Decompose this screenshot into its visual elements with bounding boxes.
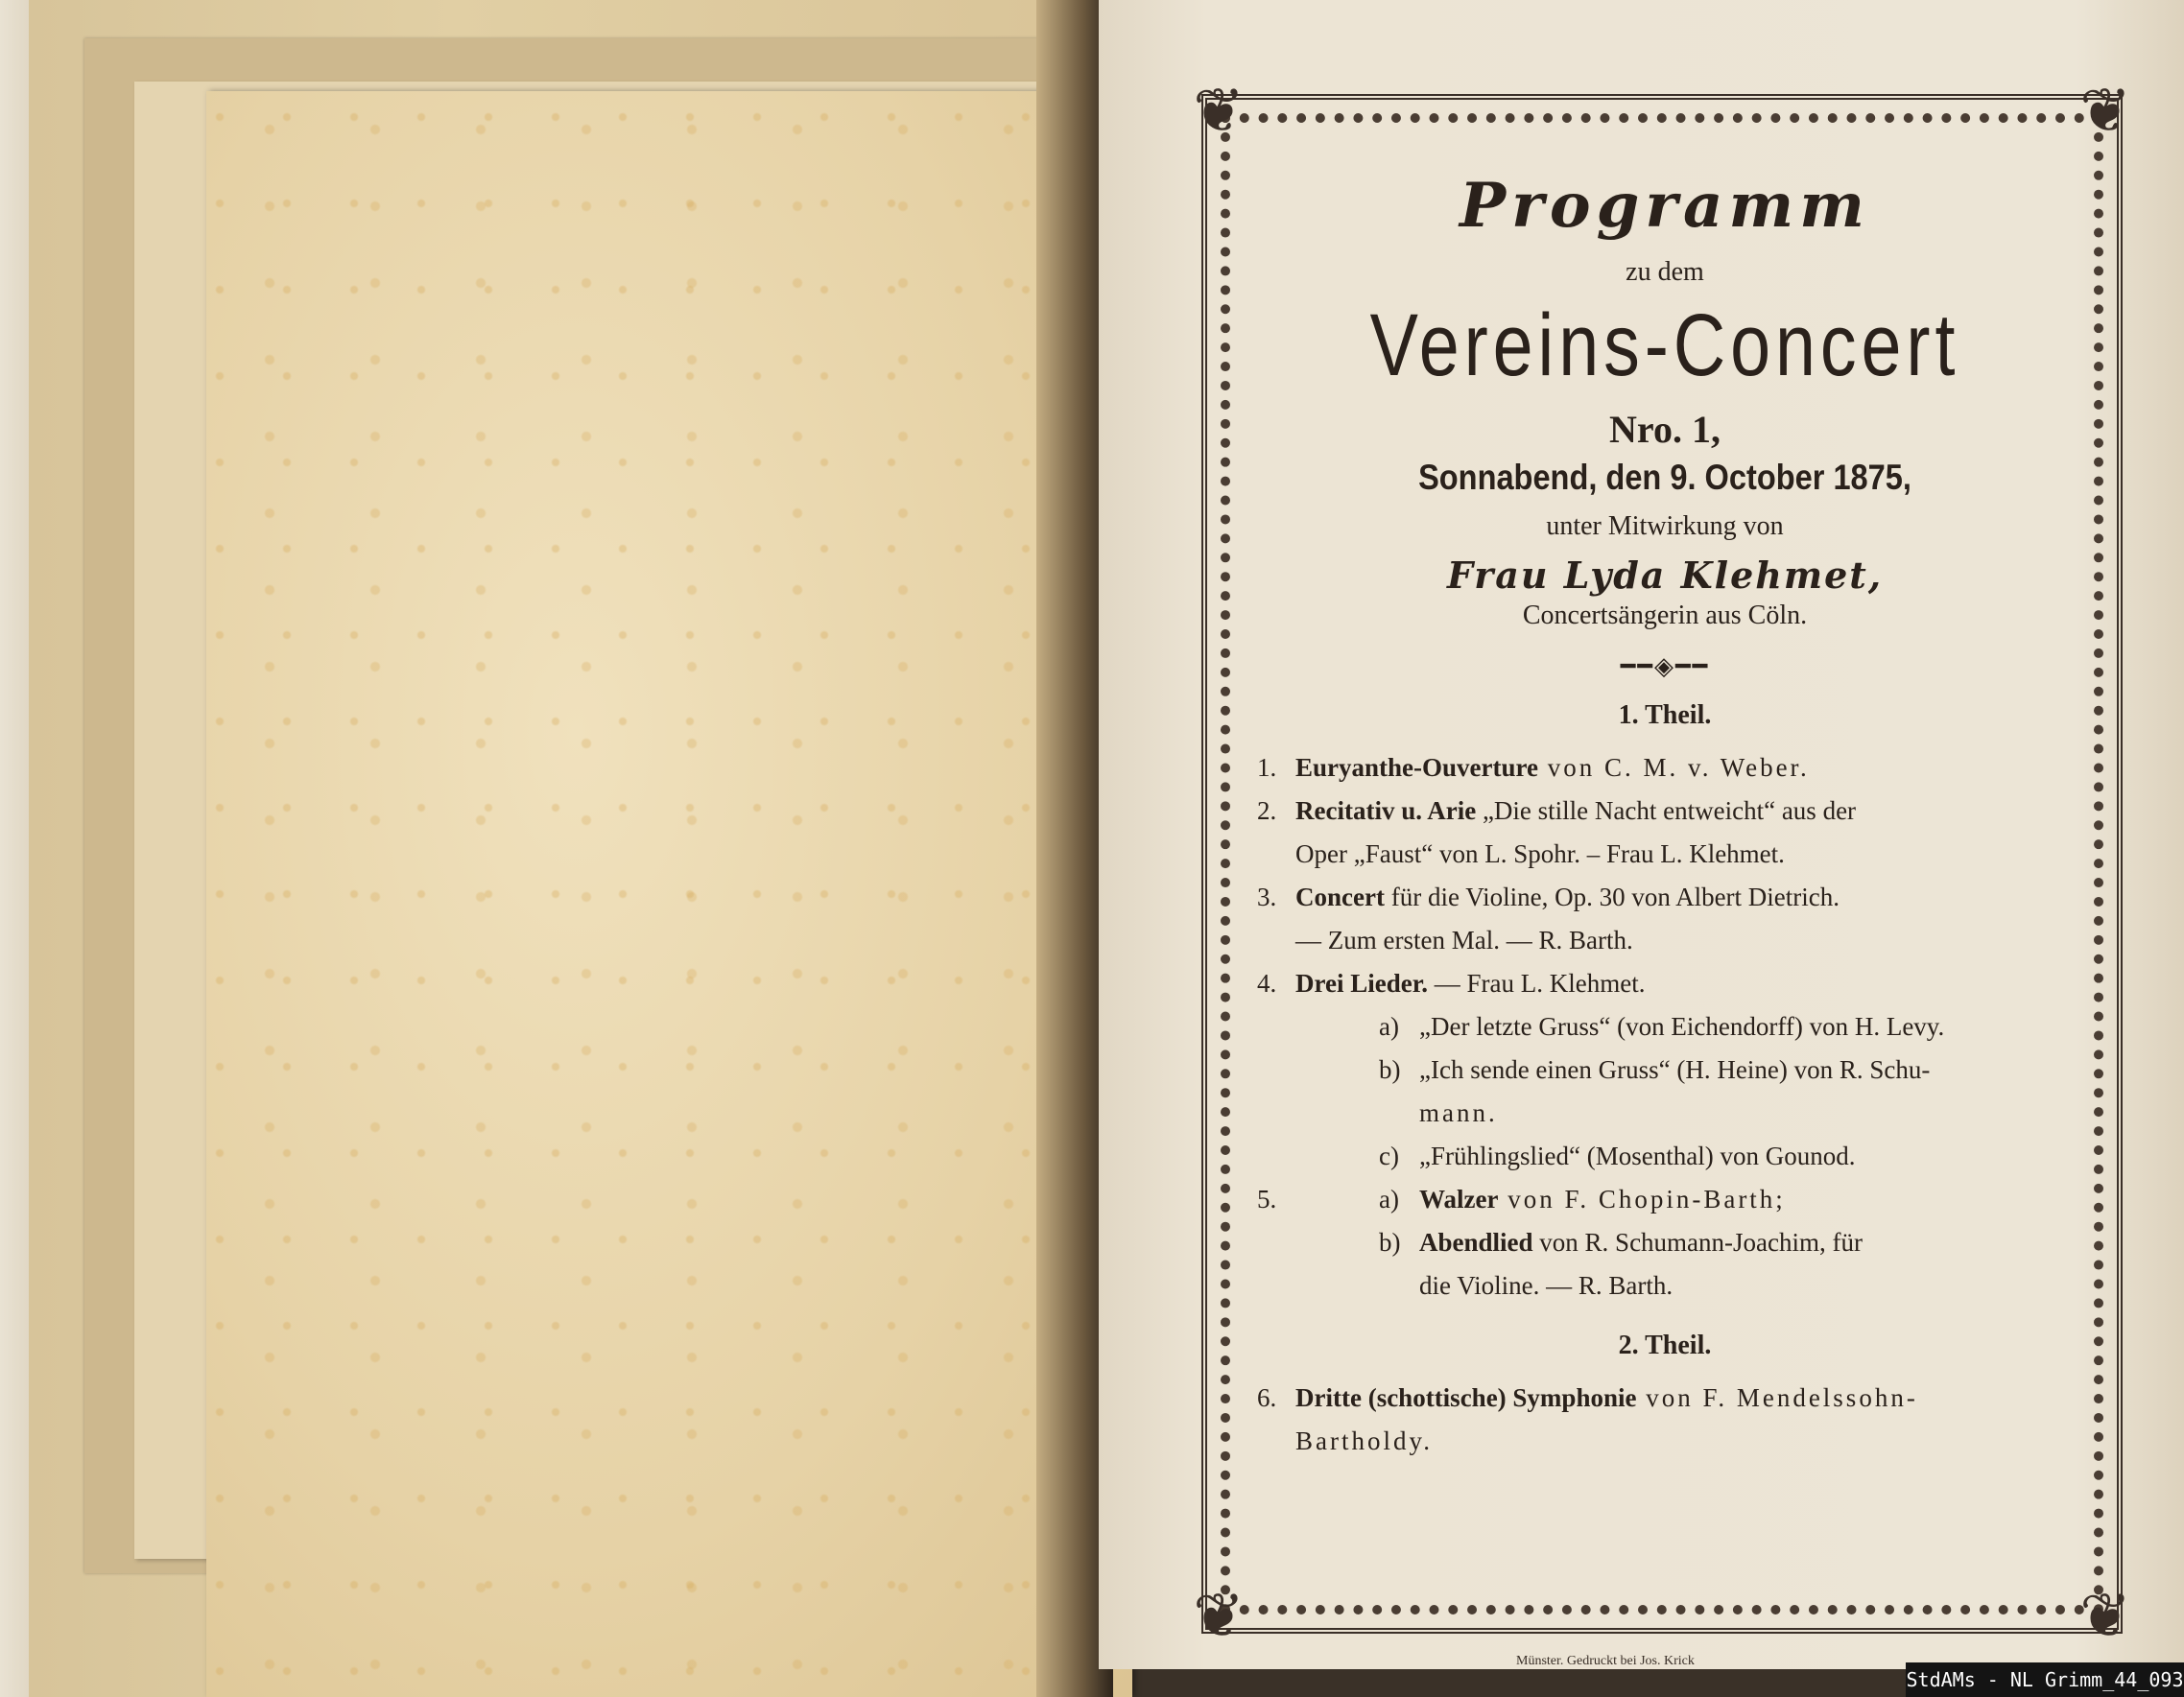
item-work: Recitativ u. Arie <box>1295 796 1477 825</box>
lied-text: „Frühlingslied“ (Mosenthal) von Gounod. <box>1419 1142 1856 1170</box>
concert-date: Sonnabend, den 9. October 1875, <box>1418 458 1911 497</box>
program-item <box>1257 876 2073 962</box>
item-detail-continued: Oper „Faust“ von L. Spohr. – Frau L. Klehmet. <box>1295 839 1785 868</box>
program-content <box>1257 144 2073 1463</box>
lied-text: „Ich sende einen Gruss“ (H. Heine) von R. Schu- <box>1419 1055 1931 1084</box>
foxed-blank-leaf <box>206 91 1132 1697</box>
item-work: Concert <box>1295 883 1385 911</box>
item-number: 2. <box>1257 796 1277 825</box>
item-number: 3. <box>1257 883 1277 911</box>
item-detail-continued: die Violine. — R. Barth. <box>1419 1271 1674 1300</box>
program-item <box>1257 790 2073 876</box>
item-detail: von F. Chopin-Barth; <box>1498 1185 1786 1214</box>
item-detail: von F. Mendelssohn- <box>1636 1383 1918 1412</box>
program-item <box>1257 962 2073 1005</box>
item-work: Walzer <box>1419 1185 1499 1214</box>
program-title: Programm <box>1460 170 1870 242</box>
archive-signature-label: StdAMs - NL Grimm_44_093 <box>1906 1662 2184 1697</box>
item-number: 4. <box>1257 969 1277 998</box>
corner-ornament-icon: ❦ <box>2079 1582 2131 1650</box>
sub-item-letter: b) <box>1379 1228 1401 1257</box>
concert-title: Vereins-Concert <box>1369 296 1960 394</box>
lied-letter: b) <box>1379 1055 1401 1084</box>
lied-item <box>1257 1005 2073 1049</box>
item-detail: von R. Schumann-Joachim, für <box>1532 1228 1863 1257</box>
corner-ornament-icon: ❦ <box>2079 77 2131 145</box>
lied-letter: c) <box>1379 1142 1399 1170</box>
concert-number: Nro. 1, <box>1609 408 1721 451</box>
corner-ornament-icon: ❦ <box>1193 1582 1245 1650</box>
lied-item <box>1257 1049 2073 1135</box>
item-detail: für die Violine, Op. 30 von Albert Dietrich. <box>1384 883 1840 911</box>
program-item <box>1257 1178 2073 1221</box>
divider-ornament-icon: ━━◈━━ <box>1620 652 1710 680</box>
lied-text: „Der letzte Gruss“ (von Eichendorff) von H. Levy. <box>1419 1012 1945 1041</box>
item-detail-continued: — Zum ersten Mal. — R. Barth. <box>1295 926 1633 955</box>
program-sub-item <box>1257 1221 2073 1308</box>
lied-letter: a) <box>1379 1012 1399 1041</box>
lied-text-continued: mann. <box>1419 1098 1498 1127</box>
guest-singer: Frau Lyda Klehmet, <box>1446 554 1884 597</box>
mitwirkung-line: unter Mitwirkung von <box>1546 511 1784 541</box>
item-number: 6. <box>1257 1383 1277 1412</box>
item-work: Euryanthe-Ouverture <box>1295 753 1538 782</box>
item-work: Dritte (schottische) Symphonie <box>1295 1383 1637 1412</box>
sub-item-letter: a) <box>1379 1185 1399 1214</box>
lied-item <box>1257 1135 2073 1178</box>
part-1-title: 1. Theil. <box>1618 700 1712 730</box>
item-work: Abendlied <box>1419 1228 1533 1257</box>
program-item <box>1257 1377 2073 1463</box>
item-detail: „Die stille Nacht entweicht“ aus der <box>1476 796 1857 825</box>
printer-imprint: Münster. Gedruckt bei Jos. Krick <box>1516 1654 1695 1668</box>
item-number: 5. <box>1257 1185 1277 1214</box>
subtitle-zu-dem: zu dem <box>1626 257 1704 287</box>
item-work: Drei Lieder. <box>1295 969 1428 998</box>
item-detail: — Frau L. Klehmet. <box>1427 969 1646 998</box>
item-detail-continued: Bartholdy. <box>1295 1426 1433 1455</box>
part-2-title: 2. Theil. <box>1618 1331 1712 1360</box>
corner-ornament-icon: ❦ <box>1193 77 1245 145</box>
item-number: 1. <box>1257 753 1277 782</box>
guest-singer-role: Concertsängerin aus Cöln. <box>1522 601 1808 630</box>
item-detail: von C. M. v. Weber. <box>1537 753 1810 782</box>
program-item <box>1257 746 2073 790</box>
